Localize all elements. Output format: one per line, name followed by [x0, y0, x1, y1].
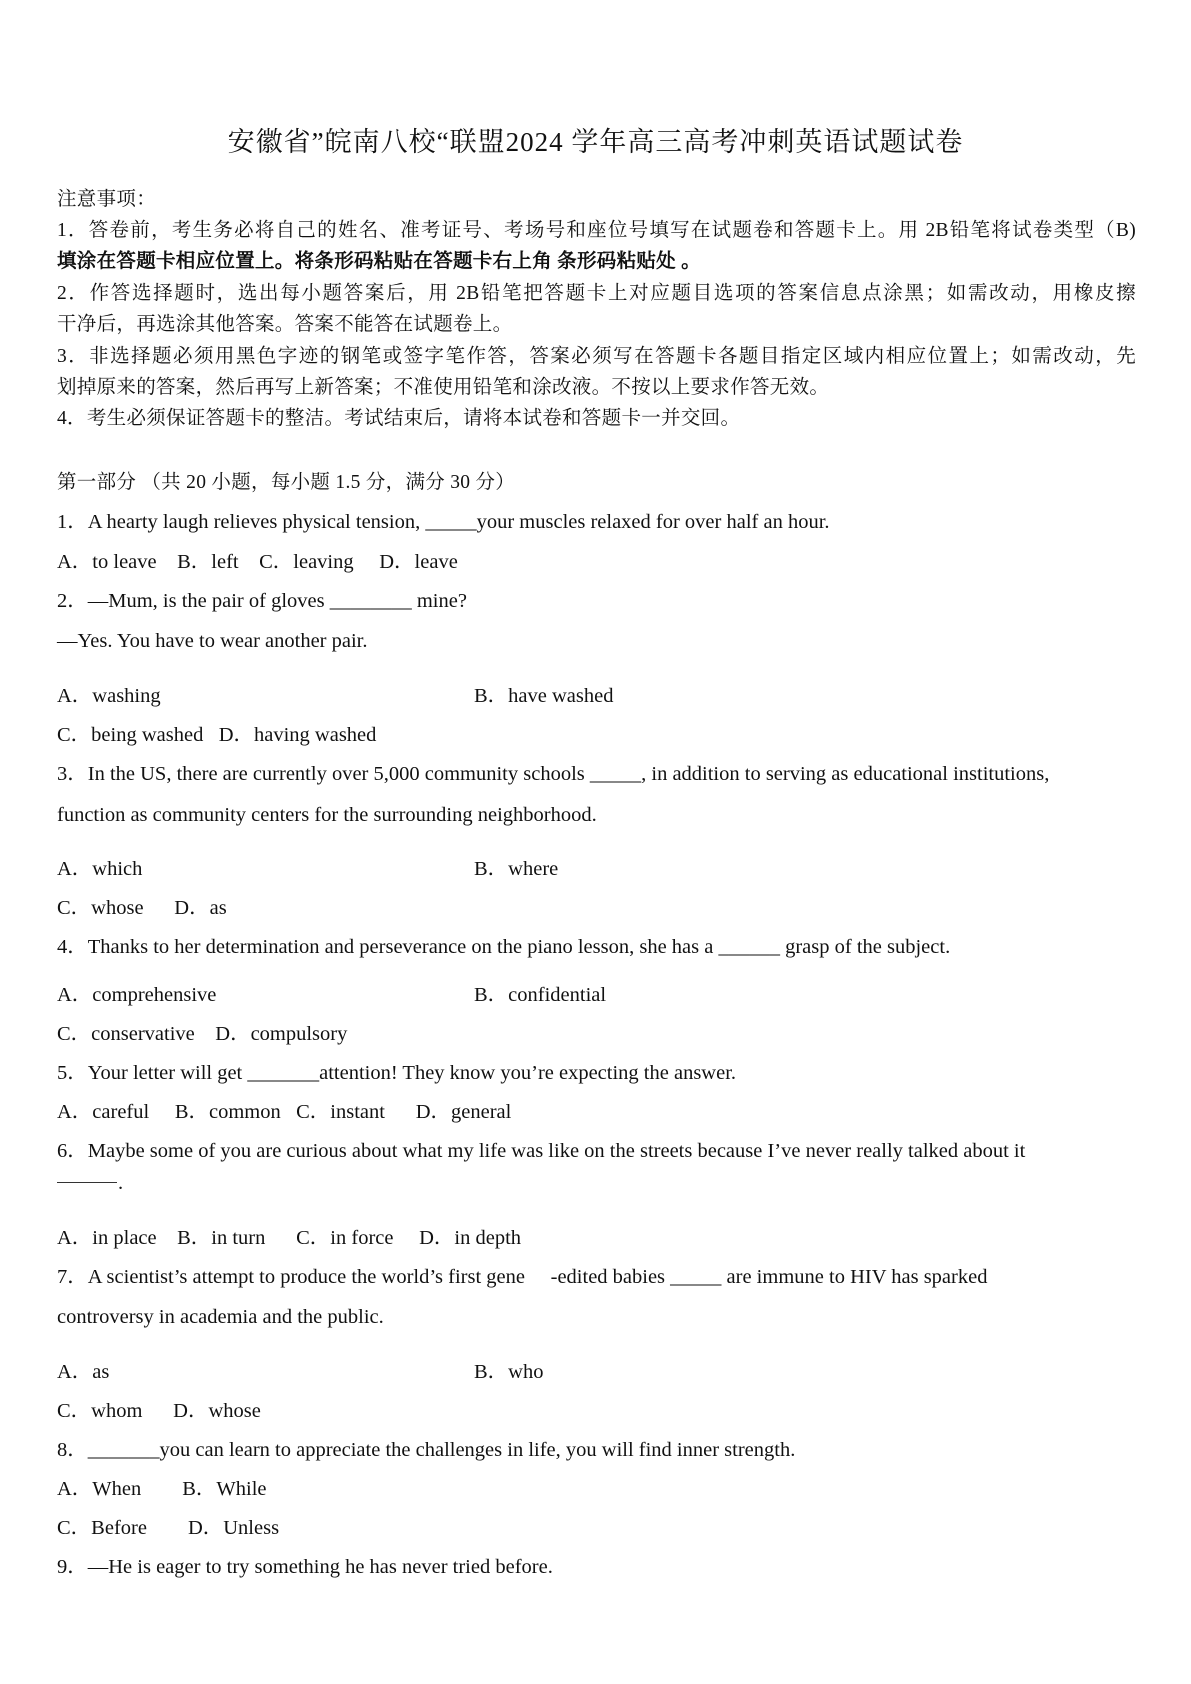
notice-item-2-line-1: 2．作答选择题时，选出每小题答案后，用 2B铅笔把答题卡上对应题目选项的答案信息点涂黑；如需改动，用橡皮擦 [57, 283, 1136, 304]
question-4-option-a: A．comprehensive [57, 984, 217, 1006]
notice-item-3-line-1: 3．非选择题必须用黑色字迹的钢笔或签字笔作答，答案必须写在答题卡各题目指定区域内相应位置上；如需改动，先 [57, 346, 1136, 367]
question-1-stem: 1．A hearty laugh relieves physical tension, _____your muscles relaxed for over half an hour. [57, 511, 830, 533]
question-3-stem-line-1: 3．In the US, there are currently over 5,000 community schools _____, in addition to serving as educational institutions, [57, 763, 1050, 785]
question-7-option-a: A．as [57, 1361, 110, 1383]
question-2-options-cd: C．being washed D．having washed [57, 724, 377, 746]
question-6-options: A．in place B．in turn C．in force D．in depth [57, 1227, 522, 1249]
question-8-options-cd: C．Before D．Unless [57, 1517, 280, 1539]
question-5-options: A．careful B．common C．instant D．general [57, 1101, 512, 1123]
question-3-option-b: B．where [474, 858, 559, 880]
notice-item-1-line-1: 1．答卷前，考生务必将自己的姓名、准考证号、考场号和座位号填写在试题卷和答题卡上。用 2B铅笔将试卷类型（B) [57, 220, 1136, 241]
question-7-stem-line-2: controversy in academia and the public. [57, 1306, 384, 1328]
question-4-option-b: B．confidential [474, 984, 607, 1006]
question-7-stem-line-1: 7．A scientist’s attempt to produce the world’s first gene -edited babies _____ are immune to HIV has sparked [57, 1266, 988, 1288]
question-7-options-cd: C．whom D．whose [57, 1400, 261, 1422]
page-title: 安徽省”皖南八校“联盟2024 学年高三高考冲刺英语试题试卷 [227, 127, 964, 157]
question-2-stem: 2．—Mum, is the pair of gloves ________ mine? [57, 590, 467, 612]
notice-heading: 注意事项： [57, 189, 157, 210]
question-8-options-ab: A．When B．While [57, 1478, 267, 1500]
question-7-option-b: B．who [474, 1361, 544, 1383]
section-heading: 第一部分 （共 20 小题，每小题 1.5 分，满分 30 分） [57, 472, 516, 493]
question-5-stem: 5．Your letter will get _______attention! They know you’re expecting the answer. [57, 1062, 737, 1084]
notice-item-3-line-2: 划掉原来的答案，然后再写上新答案；不准使用铅笔和涂改液。不按以上要求作答无效。 [57, 377, 830, 398]
question-4-stem: 4．Thanks to her determination and perseverance on the piano lesson, she has a ______ grasp of the subject. [57, 936, 951, 958]
question-6-stem-line-2: . [118, 1172, 124, 1194]
notice-item-2-line-2: 干净后，再选涂其他答案。答案不能答在试题卷上。 [57, 314, 513, 335]
question-2-option-a: A．washing [57, 685, 161, 707]
question-4-options-cd: C．conservative D．compulsory [57, 1023, 348, 1045]
notice-item-1-line-2: 填涂在答题卡相应位置上。将条形码粘贴在答题卡右上角 条形码粘贴处 。 [57, 251, 701, 272]
notice-item-4: 4．考生必须保证答题卡的整洁。考试结束后，请将本试卷和答题卡一并交回。 [57, 408, 741, 429]
question-2-reply: —Yes. You have to wear another pair. [57, 630, 368, 652]
question-9-stem: 9．—He is eager to try something he has never tried before. [57, 1556, 553, 1578]
question-6-answer-blank [57, 1182, 117, 1183]
question-3-options-cd: C．whose D．as [57, 897, 227, 919]
question-3-stem-line-2: function as community centers for the surrounding neighborhood. [57, 804, 597, 826]
question-8-stem: 8．_______you can learn to appreciate the challenges in life, you will find inner strength. [57, 1439, 796, 1461]
question-6-stem-line-1: 6．Maybe some of you are curious about what my life was like on the streets because I’ve never really talked about it [57, 1140, 1026, 1162]
question-2-option-b: B．have washed [474, 685, 614, 707]
question-3-option-a: A．which [57, 858, 143, 880]
question-1-options: A．to leave B．left C．leaving D．leave [57, 551, 458, 573]
